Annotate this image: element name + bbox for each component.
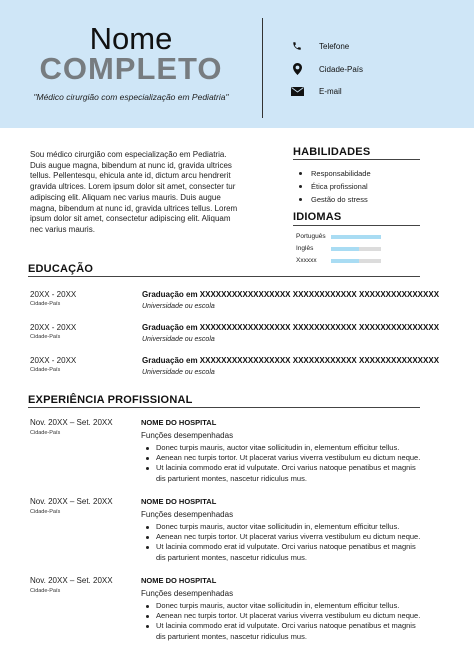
location-pin-icon [290,63,304,75]
job-duty: Donec turpis mauris, auctor vitae sollicitudin in, elementum efficitur tellus. [156,601,424,611]
job-duty: Aenean nec turpis tortor. Ut placerat varius viverra vestibulum eu dictum neque. [156,453,424,463]
education-dates: 20XX - 20XX [30,323,77,332]
experience-rule [28,407,420,408]
job-duty: Ut lacinia commodo erat id vulputate. Orci varius natoque penatibus et magnis dis parturient montes, nascetur ridiculus mus. [156,463,424,483]
contact-phone-label: Telefone [319,41,350,51]
skills-rule [293,159,420,160]
name-first: Nome [89,21,173,56]
job-organization: NOME DO HOSPITAL [141,418,217,427]
job-dates: Nov. 20XX – Set. 20XX [30,576,113,585]
languages-rule [293,225,420,226]
education-degree: Graduação em XXXXXXXXXXXXXXXXX XXXXXXXXXXXX XXXXXXXXXXXXXXX [142,356,440,365]
job-role: Funções desempenhadas [141,589,234,598]
job-duties [156,443,424,484]
job-dates: Nov. 20XX – Set. 20XX [30,497,113,506]
education-dates: 20XX - 20XX [30,356,77,365]
job-organization: NOME DO HOSPITAL [141,497,217,506]
job-dates: Nov. 20XX – Set. 20XX [30,418,113,427]
job-duty: Aenean nec turpis tortor. Ut placerat varius viverra vestibulum eu dictum neque. [156,532,424,542]
language-level-bar [331,247,381,251]
tagline: "Médico cirurgião com especialização em Pediatria" [33,92,229,102]
skills-title: HABILIDADES [293,146,371,158]
education-school: Universidade ou escola [142,369,215,376]
job-duty: Ut lacinia commodo erat id vulputate. Orci varius natoque penatibus et magnis dis parturient montes, nascetur ridiculus mus. [156,621,424,641]
job-duty: Donec turpis mauris, auctor vitae sollicitudin in, elementum efficitur tellus. [156,522,424,532]
job-duty: Ut lacinia commodo erat id vulputate. Orci varius natoque penatibus et magnis dis parturient montes, nascetur ridiculus mus. [156,542,424,562]
contact-phone[interactable] [290,40,349,52]
education-school: Universidade ou escola [142,336,215,343]
skills-list [298,167,371,206]
language-level-bar [331,235,381,239]
envelope-icon [290,85,304,97]
education-school: Universidade ou escola [142,303,215,310]
job-place: Cidade-País [30,430,61,436]
education-rule [28,276,420,277]
job-duty: Aenean nec turpis tortor. Ut placerat varius viverra vestibulum eu dictum neque. [156,611,424,621]
language-level-fill [331,247,359,251]
contact-location-label: Cidade-País [319,64,364,74]
job-place: Cidade-País [30,588,61,594]
skill-item: Gestão do stress [298,193,371,206]
languages-title: IDIOMAS [293,211,342,223]
header-banner [0,0,474,128]
experience-title: EXPERIÊNCIA PROFISSIONAL [28,394,193,406]
name-last: COMPLETO [39,51,223,86]
education-title: EDUCAÇÃO [28,263,94,275]
language-name: Xxxxxx [296,257,317,264]
language-level-fill [331,259,359,263]
profile-summary: Sou médico cirurgião com especialização em Pediatria. Duis augue magna, bibendum at nunc id, gravida ultrices tellus. Pellentesqu, ehicula ante id, dictum arcu hendrerit gravida ultrices. Lorem ipsum dolor sit amet, consecter tur adipiscing elit. Aliquam nec varius mauris. Duis augue magna, bibendum at nunc id, gravida ultrices tellus. Lorem ipsum dolor sit amet, consectetur adipiscing elit. Aliquam nec varius mauris. [30,150,238,234]
education-place: Cidade-País [30,334,61,340]
job-duties [156,522,424,563]
language-name: Português [296,233,326,240]
phone-icon [290,40,304,52]
job-duties [156,601,424,642]
language-level-fill [331,235,381,239]
job-duty: Donec turpis mauris, auctor vitae sollicitudin in, elementum efficitur tellus. [156,443,424,453]
contact-email[interactable] [290,85,342,97]
contact-email-label: E-mail [319,86,342,96]
education-degree: Graduação em XXXXXXXXXXXXXXXXX XXXXXXXXXXXX XXXXXXXXXXXXXXX [142,323,440,332]
job-organization: NOME DO HOSPITAL [141,576,217,585]
language-row [296,243,421,254]
education-dates: 20XX - 20XX [30,290,77,299]
education-place: Cidade-País [30,367,61,373]
job-place: Cidade-País [30,509,61,515]
education-degree: Graduação em XXXXXXXXXXXXXXXXX XXXXXXXXXXXX XXXXXXXXXXXXXXX [142,290,440,299]
language-level-bar [331,259,381,263]
contact-location[interactable] [290,63,363,75]
job-role: Funções desempenhadas [141,510,234,519]
skill-item: Responsabilidade [298,167,371,180]
header-divider [262,18,263,118]
skill-item: Ética profissional [298,180,371,193]
education-place: Cidade-País [30,301,61,307]
language-row [296,255,421,266]
language-name: Inglês [296,245,314,252]
language-row [296,231,421,242]
job-role: Funções desempenhadas [141,431,234,440]
